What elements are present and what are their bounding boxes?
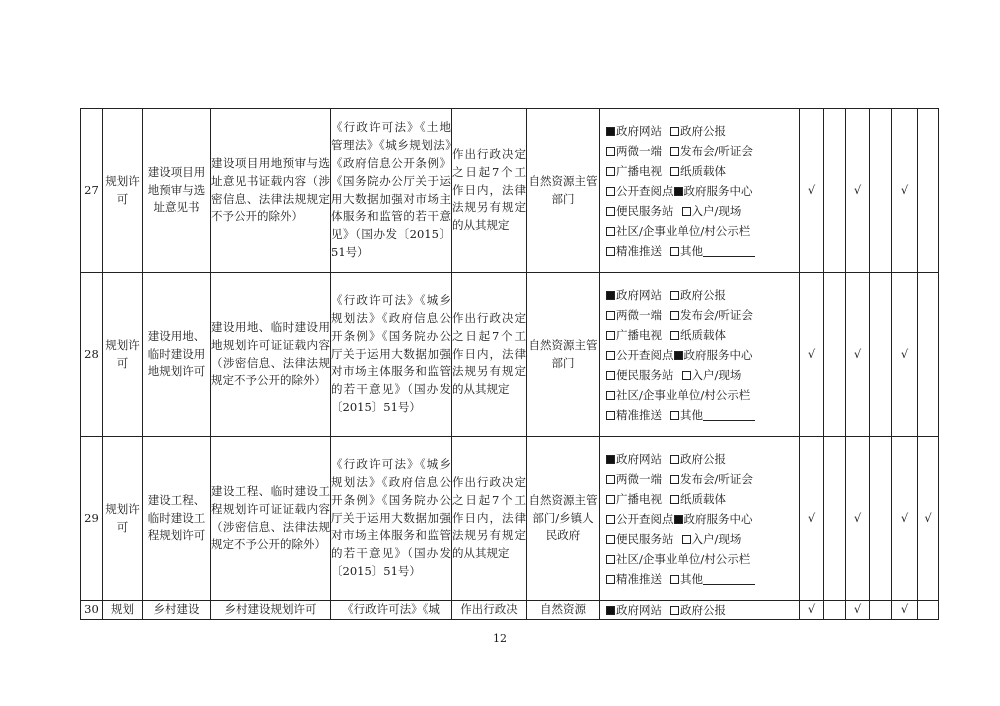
- row-subject: 自然资源主管部门/乡镇人民政府: [527, 437, 600, 601]
- checkbox-empty-icon: [682, 535, 691, 544]
- row-number: 30: [81, 601, 103, 620]
- check-cell: √: [918, 437, 939, 601]
- disclosure-table: [80, 108, 939, 620]
- row-item: 建设项目用地预审与选址意见书: [143, 109, 211, 273]
- table-row: [81, 437, 939, 601]
- check-cell: [824, 437, 846, 601]
- check-cell: [918, 601, 939, 620]
- check-cell: √: [846, 109, 870, 273]
- row-content: 建设工程、临时建设工程规划许可证证载内容（涉密信息、法律法规规定不予公开的除外）: [211, 437, 331, 601]
- check-cell: √: [800, 109, 824, 273]
- checkbox-empty-icon: [670, 411, 679, 420]
- checkbox-empty-icon: [682, 371, 691, 380]
- row-basis: 《行政许可法》《城乡规划法》《政府信息公开条例》《国务院办公厅关于运用大数据加强对市场主体服务和监管的若干意见》（国办发〔2015〕51号）: [331, 273, 452, 437]
- checkbox-empty-icon: [606, 147, 615, 156]
- row-number: 28: [81, 273, 103, 437]
- row-item: 乡村建设: [143, 601, 211, 620]
- checkbox-empty-icon: [606, 247, 615, 256]
- row-channels: 政府网站 政府公报 两微一端 发布会/听证会 广播电视 纸质载体 公开查阅点 政府服务中心 便民服务站 入户/现场 社区/企事业单位/村公示栏 精准推送 其他: [600, 437, 800, 601]
- check-cell: [870, 601, 892, 620]
- checkbox-empty-icon: [670, 331, 679, 340]
- check-cell: [918, 109, 939, 273]
- row-subject: 自然资源主管部门: [527, 273, 600, 437]
- table-row: [81, 601, 939, 620]
- check-cell: [870, 109, 892, 273]
- row-subject: 自然资源主管部门: [527, 109, 600, 273]
- row-time: 作出行政决定之日起7个工作日内，法律法规另有规定的从其规定: [452, 109, 527, 273]
- checkbox-checked-icon: [674, 187, 683, 196]
- checkbox-checked-icon: [606, 291, 615, 300]
- table-row: [81, 109, 939, 273]
- checkbox-empty-icon: [606, 371, 615, 380]
- checkbox-checked-icon: [606, 455, 615, 464]
- table-row: [81, 273, 939, 437]
- check-cell: [824, 273, 846, 437]
- row-time: 作出行政决: [452, 601, 527, 620]
- row-time: 作出行政决定之日起7个工作日内，法律法规另有规定的从其规定: [452, 273, 527, 437]
- checkbox-empty-icon: [670, 475, 679, 484]
- row-basis: 《行政许可法》《土地管理法》《城乡规划法》《政府信息公开条例》《国务院办公厅关于运用大数据加强对市场主体服务和监管的若干意见》（国办发〔2015〕51号）: [331, 109, 452, 273]
- checkbox-checked-icon: [674, 351, 683, 360]
- checkbox-empty-icon: [606, 351, 615, 360]
- check-cell: √: [892, 437, 918, 601]
- check-cell: [824, 601, 846, 620]
- check-cell: √: [800, 273, 824, 437]
- checkbox-empty-icon: [670, 167, 679, 176]
- check-cell: √: [846, 437, 870, 601]
- check-cell: [824, 109, 846, 273]
- row-basis: 《行政许可法》《城乡规划法》《政府信息公开条例》《国务院办公厅关于运用大数据加强对市场主体服务和监管的若干意见》（国办发〔2015〕51号）: [331, 437, 452, 601]
- row-basis: 《行政许可法》《城: [331, 601, 452, 620]
- row-content: 乡村建设规划许可: [211, 601, 331, 620]
- row-time: 作出行政决定之日起7个工作日内，法律法规另有规定的从其规定: [452, 437, 527, 601]
- checkbox-empty-icon: [606, 555, 615, 564]
- check-cell: √: [892, 273, 918, 437]
- checkbox-empty-icon: [670, 606, 679, 615]
- row-category: 规划许可: [103, 273, 143, 437]
- checkbox-empty-icon: [670, 311, 679, 320]
- checkbox-empty-icon: [670, 575, 679, 584]
- check-cell: √: [800, 437, 824, 601]
- row-content: 建设用地、临时建设用地规划许可证证载内容（涉密信息、法律法规规定不予公开的除外）: [211, 273, 331, 437]
- checkbox-checked-icon: [606, 606, 615, 615]
- checkbox-empty-icon: [670, 247, 679, 256]
- checkbox-checked-icon: [606, 127, 615, 136]
- checkbox-empty-icon: [670, 495, 679, 504]
- row-content: 建设项目用地预审与选址意见书证载内容（涉密信息、法律法规规定不予公开的除外）: [211, 109, 331, 273]
- blank-line: [703, 574, 755, 585]
- checkbox-empty-icon: [606, 515, 615, 524]
- checkbox-empty-icon: [670, 291, 679, 300]
- row-subject: 自然资源: [527, 601, 600, 620]
- checkbox-empty-icon: [606, 535, 615, 544]
- row-item: 建设工程、临时建设工程规划许可: [143, 437, 211, 601]
- checkbox-empty-icon: [606, 331, 615, 340]
- check-cell: [918, 273, 939, 437]
- check-cell: √: [892, 601, 918, 620]
- checkbox-empty-icon: [606, 227, 615, 236]
- row-category: 规划许可: [103, 109, 143, 273]
- check-cell: √: [800, 601, 824, 620]
- page-number: 12: [493, 632, 507, 645]
- checkbox-empty-icon: [606, 495, 615, 504]
- checkbox-empty-icon: [606, 575, 615, 584]
- row-category: 规划: [103, 601, 143, 620]
- checkbox-empty-icon: [606, 475, 615, 484]
- row-channels: 政府网站 政府公报 两微一端 发布会/听证会 广播电视 纸质载体 公开查阅点 政府服务中心 便民服务站 入户/现场 社区/企事业单位/村公示栏 精准推送 其他: [600, 109, 800, 273]
- checkbox-empty-icon: [606, 207, 615, 216]
- row-number: 29: [81, 437, 103, 601]
- row-category: 规划许可: [103, 437, 143, 601]
- row-channels: 政府网站 政府公报: [600, 601, 800, 620]
- blank-line: [703, 246, 755, 257]
- check-cell: √: [892, 109, 918, 273]
- row-item: 建设用地、临时建设用地规划许可: [143, 273, 211, 437]
- row-number: 27: [81, 109, 103, 273]
- checkbox-empty-icon: [606, 311, 615, 320]
- checkbox-empty-icon: [606, 391, 615, 400]
- blank-line: [703, 410, 755, 421]
- checkbox-empty-icon: [682, 207, 691, 216]
- row-channels: 政府网站 政府公报 两微一端 发布会/听证会 广播电视 纸质载体 公开查阅点 政府服务中心 便民服务站 入户/现场 社区/企事业单位/村公示栏 精准推送 其他: [600, 273, 800, 437]
- check-cell: [870, 273, 892, 437]
- check-cell: [870, 437, 892, 601]
- check-cell: √: [846, 601, 870, 620]
- checkbox-empty-icon: [606, 411, 615, 420]
- checkbox-empty-icon: [606, 187, 615, 196]
- checkbox-empty-icon: [670, 147, 679, 156]
- checkbox-empty-icon: [606, 167, 615, 176]
- checkbox-empty-icon: [670, 455, 679, 464]
- checkbox-checked-icon: [674, 515, 683, 524]
- checkbox-empty-icon: [670, 127, 679, 136]
- check-cell: √: [846, 273, 870, 437]
